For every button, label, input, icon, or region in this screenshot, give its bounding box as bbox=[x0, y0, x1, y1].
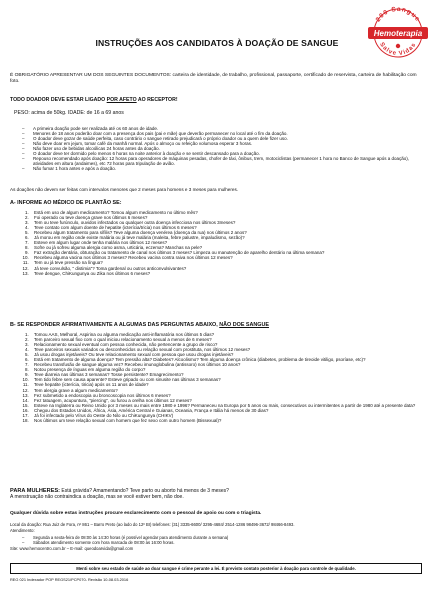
interval-note: As doações não devem ser feitas com intervalos menores que 2 meses para homens e 3 meses para mulheres. bbox=[10, 187, 239, 192]
section-b-list bbox=[10, 332, 420, 423]
hours-item: – Sábados atendimento somente com hora marcada de 08:00 às 16:00 horas. bbox=[33, 540, 420, 545]
question-item: 8. Notou presença de ínguas em alguma região do corpo? bbox=[30, 367, 420, 372]
contact-note: Qualquer dúvida sobre estas instruções procure esclarecimento com o pessoal de apoio ou com o triagista. bbox=[10, 511, 262, 516]
rule-item: – Menores de 18 anos poderão doar com a presença dos pais (pai e mãe) que deverão permanecer no local até o fim da doação. bbox=[33, 131, 420, 136]
question-item: 18. Nos últimos um teve relação sexual com homem que fez sexo com outro homem (Bissexual)? bbox=[30, 418, 420, 423]
women-notice: PARA MULHERES: Está grávida? Amamentando? Teve parto ou aborto há menos de 3 meses? A menstruação não contraindica a doação, mas se você estiver bem, não doe. bbox=[10, 488, 229, 500]
hours-label: Atendimento: bbox=[10, 528, 35, 533]
question-item: 4. Teve contato com algum doente de hepatite (icterícia/tricia) nos últimos 6 meses? bbox=[30, 225, 420, 230]
logo-center-text: Hemoterapia bbox=[373, 29, 423, 38]
weight-age: PESO: acima de 50kg. IDADE: de 16 a 69 anos bbox=[14, 110, 124, 116]
question-item: 7. Recebeu transfusão de sangue alguma vez? Recebeu imunoglobulina (antissoro) nos últimos 10 anos? bbox=[30, 362, 420, 367]
intro-paragraph: É OBRIGATÓRIO APRESENTAR UM DOS SEGUINTES DOCUMENTOS: carteira de identidade, de trabalho, profissional, passaporte, certificado de reservista, carteira de habilitação com foto. bbox=[10, 73, 417, 84]
rule-item: – Não fazer uso de bebidas alcoólicas 24 horas antes da doação. bbox=[33, 146, 420, 151]
question-item: 16. Chegou dos Estados Unidos, África, Ásia, América Central e Guianas, Oceania, França e Itália há menos de 30 dias? bbox=[30, 408, 420, 413]
question-item: 15. Esteve na Inglaterra ou Reino Unido por 3 meses ou mais entre 1980 e 1996? Permaneceu na Europa por 5 anos ou mais, consecutivos ou intermitentes a partir de 1980 até a presente data? bbox=[30, 403, 420, 408]
question-item: 13. Teve dengue, ChiKungunya ou Zika nos últimos 6 meses? bbox=[30, 271, 420, 276]
question-item: 9. Faz extração dentária, obturação ou tratamento de canal nos últimos 3 meses? Limpeza ou manutenção de aparelho dentário na última semana? bbox=[30, 250, 420, 255]
legal-warning: Menti sobre seu estado de saúde ao doar sangue é crime perante a lei. É previsto contato posterior à doação para controle de qualidade. bbox=[10, 563, 422, 574]
question-item: 6. Já morou em região onde existe malária ou já teve malária (maleita, febre palustre, impaludismo, sezão)? bbox=[30, 235, 420, 240]
section-a-list bbox=[10, 210, 420, 276]
question-item: 4. Teve parceiros sexuais variados ou desconhecidos ou relação sexual com prostituta, nos últimos 12 meses? bbox=[30, 347, 420, 352]
hemoterapia-logo bbox=[366, 6, 430, 60]
hours-item: – Segunda a sexta-feira de 08:00 às 14:30 horas (é possível agendar para atendimento durante a semana) bbox=[33, 535, 420, 540]
question-item: 10. Recebeu alguma vacina nos últimos 3 meses? Recebeu vacina contra raiva nos últimos 12 meses? bbox=[30, 255, 420, 260]
address: Local da doação: Rua Juiz de Fora, nº 861 – Barro Preto (ao lado do 12º BI) telefones: (31) 3335-6600/ 3295-4684/ 2514-1286 98496-3672/ 98466-8493. bbox=[10, 522, 295, 527]
rule-item: – Não fumar 1 hora antes e após a doação. bbox=[33, 166, 420, 171]
question-item: 6. Está em tratamento de alguma doença? Tem pressão alta? Diabetes? Alcoolismo? Tem alguma doença crônica (diabetes, problema de tireoide vitiligo, psoríase, etc)? bbox=[30, 357, 420, 362]
rule-item: – Repouso recomendado após doação: 12 horas para operadores de máquinas pesadas, chofer de táxi, ônibus, trem, motociclistas (permanecer 1 hora no Banco de Sangue após a doação), atividades em altura (andaimes), etc 72 horas para tripulação de avião. bbox=[33, 156, 420, 166]
rule-item: – O doador deve ter dormido pelo menos 6 horas na noite anterior à doação e se sentir descansado para a doação. bbox=[33, 151, 420, 156]
question-item: 11. Tem ou já teve pressão na língua? bbox=[30, 260, 420, 265]
section-b-title: B- SE RESPONDER AFIRMATIVAMENTE A ALGUMAS DAS PERGUNTAS ABAIXO, NÃO DOE SANGUE bbox=[10, 322, 269, 328]
question-item: 17. Já foi infectado pelo Vírus do Oeste do Nilo ou ChiKungunya (CHIKV) bbox=[30, 413, 420, 418]
question-item: 12. Já teve convulsão, " distimia"? Toma gardenal ou outros anticonvulsivantes? bbox=[30, 266, 420, 271]
question-item: 2. Tem parceiro sexual fixo com o qual iniciou relacionamento sexual a menos de 6 meses? bbox=[30, 337, 420, 342]
revision-code: REG 021 Indexador POP REGS21/PCP070- Revisão 10-08.03.2016 bbox=[10, 577, 129, 582]
page-title: INSTRUÇÕES AOS CANDIDATOS À DOAÇÃO DE SANGUE bbox=[95, 38, 339, 48]
question-item: 11. Teve hepatite (icterícia, tiricia) após os 11 anos de idade? bbox=[30, 382, 420, 387]
logo-top-text: 200 Sangue bbox=[374, 6, 422, 24]
svg-text:200 Sangue bbox=[375, 6, 422, 23]
question-item: 9. Teve diarreia nas últimas 3 semanas? Tosse persistente? Emagrecimento? bbox=[30, 372, 420, 377]
rule-item: – A primeira doação pode ser realizada até os 60 anos de idade. bbox=[33, 126, 420, 131]
question-item: 13. Fez submetido a endoscopia ou broncoscopia nos últimos 6 meses? bbox=[30, 393, 420, 398]
site-email: Site: www.hemocentro.com.br – E-mail: queodoarvida@gmail.com bbox=[10, 546, 134, 551]
question-item: 14. Fez tatuagem, acupuntura, "piercing", ou furou a orelha nos últimos 12 meses? bbox=[30, 398, 420, 403]
affection-notice: TODO DOADOR DEVE ESTAR LIGADO POR AFETO AO RECEPTOR! bbox=[10, 97, 178, 103]
question-item: 10. Tem tido febre sem causa aparente? Esteve gripado ou com sinusite nas últimas 3 semanas? bbox=[30, 377, 420, 382]
question-item: 3. Tem ou teve furúnculo, ouvidos infectados ou qualquer outra doença infecciosa nos últimos 3meses? bbox=[30, 220, 420, 225]
logo-bottom-text: Salve Vidas bbox=[378, 41, 418, 58]
question-item: 2. Foi operado ou teve doença grave nos últimos 6 meses? bbox=[30, 215, 420, 220]
rule-item: – O doador deve gozar de saúde perfeita, caso contrário o sangue retirado prejudicará o próprio doador ou a quem dele fizer uso. bbox=[33, 136, 420, 141]
question-item: 12. Tem alergia grave a algum medicamento? bbox=[30, 388, 420, 393]
section-a-title: A- INFORME AO MÉDICO DE PLANTÃO SE: bbox=[10, 200, 122, 206]
question-item: 5. Recebeu algum tratamento para sífilis? Teve alguma doença venérea (doença da rua) nos últimos 2 anos? bbox=[30, 230, 420, 235]
question-item: 7. Esteve em algum lugar onde tenha malária nos últimos 12 meses? bbox=[30, 240, 420, 245]
question-item: 3. Relacionamento sexual eventual com pessoa conhecida, não pertencente a grupo de risco? bbox=[30, 342, 420, 347]
question-item: 1. Tomou AAS, Melhoral, Aspirina ou alguma medicação anti-inflamatória nos últimos 5 dias? bbox=[30, 332, 420, 337]
question-item: 5. Já usou drogas injetáveis? Ou teve relacionamento sexual com pessoa que usou drogas injetáveis? bbox=[30, 352, 420, 357]
rule-item: – Não deve doar em jejum, tomar café da manhã normal. Após o almoço ou refeição volumosa esperar 3 horas. bbox=[33, 141, 420, 146]
hours-list bbox=[10, 535, 420, 546]
question-item: 1. Está em uso de algum medicamento? Tomou algum medicamento no último mês? bbox=[30, 210, 420, 215]
rules-list bbox=[10, 126, 420, 171]
question-item: 8. Sofre ou já sofreu alguma alergia como asma, urticária, eczema? Manchas na pele? bbox=[30, 245, 420, 250]
